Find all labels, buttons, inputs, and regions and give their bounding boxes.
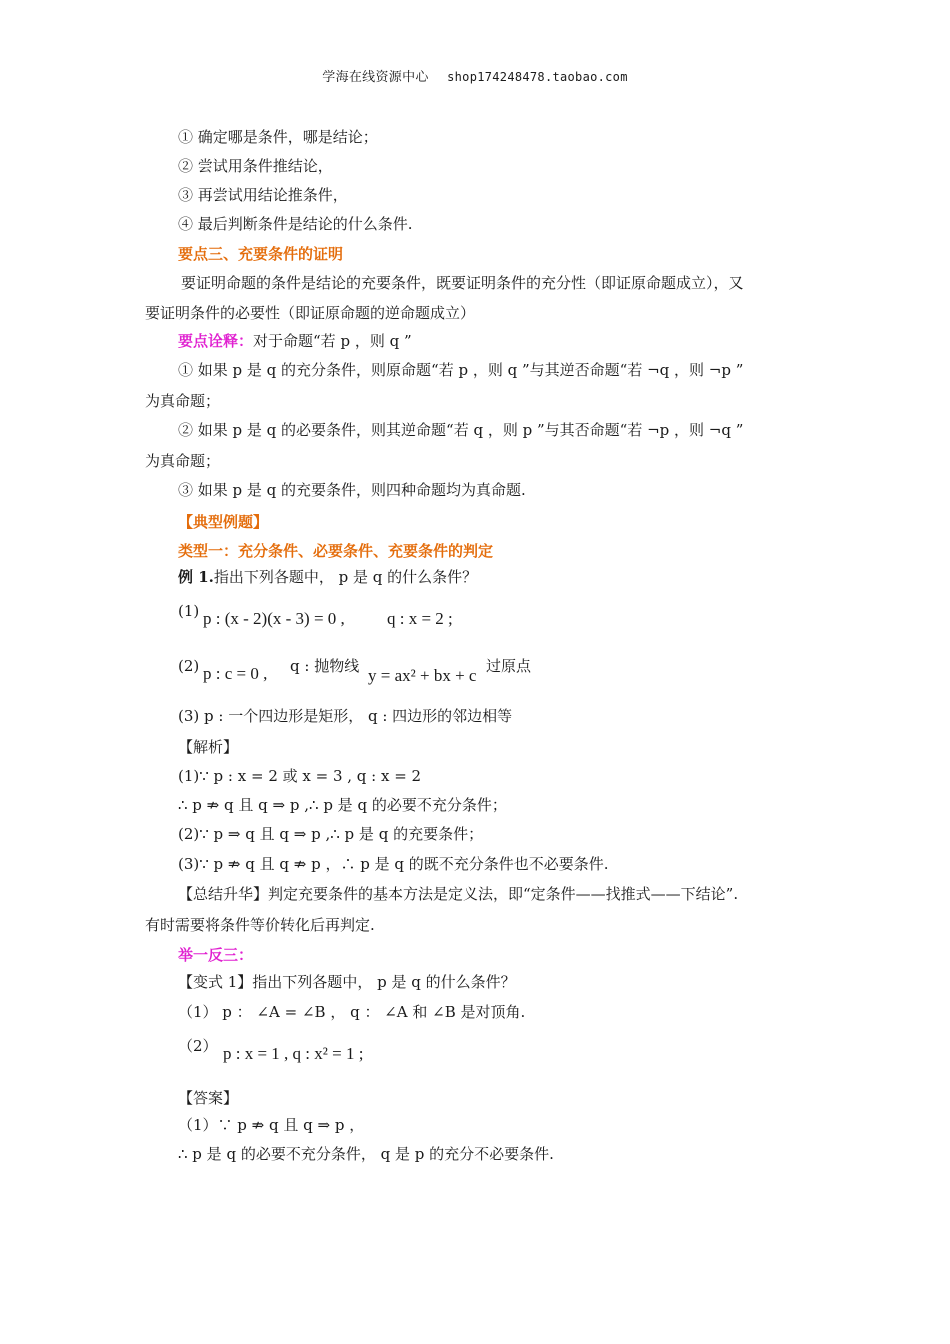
- answer-1: （1）∵ p ⇏ q 且 q ⇒ p ，: [178, 1116, 365, 1134]
- q1-q-formula: q : x = 2 ;: [387, 609, 453, 628]
- q3: (3) p : 一个四边形是矩形， q : 四边形的邻边相等: [178, 707, 513, 725]
- item1-line1: ① 如果 p 是 q 的充分条件，则原命题“若 p ，则 q ”与其逆否命题“若 ¬q ，则 ¬p ”: [178, 361, 744, 379]
- q1-p-formula: p : (x - 2)(x - 3) = 0 ,: [203, 609, 345, 628]
- note-label: 要点诠释：: [178, 332, 254, 350]
- step-4: ④ 最后判断条件是结论的什么条件.: [178, 215, 413, 233]
- summary-line2: 有时需要将条件等价转化后再判定.: [145, 916, 375, 934]
- analysis-2: (2)∵ p ⇒ q 且 q ⇒ p ,∴ p 是 q 的充要条件；: [178, 825, 484, 843]
- item2-line1: ② 如果 p 是 q 的必要条件，则其逆命题“若 q ，则 p ”与其否命题“若 ¬p ，则 ¬q ”: [178, 421, 744, 439]
- item1-line2: 为真命题；: [145, 392, 221, 410]
- q2-parabola-formula: y = ax² + bx + c: [368, 666, 477, 685]
- q2-q-pre: q : 抛物线: [290, 657, 360, 675]
- variant1-q2-formula: p : x = 1 , q : x² = 1 ;: [223, 1044, 364, 1063]
- analysis-1: (1)∵ p : x = 2 或 x = 3 , q : x = 2: [178, 767, 422, 785]
- item2-line2: 为真命题；: [145, 452, 221, 470]
- summary-line1: 【总结升华】判定充要条件的基本方法是定义法，即“定条件——找推式——下结论”.: [178, 885, 739, 903]
- example1-text: 指出下列各题中， p 是 q 的什么条件？: [213, 568, 478, 586]
- page-header: [0, 66, 950, 85]
- item3: ③ 如果 p 是 q 的充要条件，则四种命题均为真命题.: [178, 481, 526, 499]
- variant1-q1: （1） p ： ∠A = ∠B ， q ： ∠A 和 ∠B 是对顶角.: [178, 1003, 526, 1021]
- section3-para-line2: 要证明条件的必要性（即证原命题的逆命题成立）: [145, 304, 476, 322]
- header-url: shop174248478.taobao.com: [447, 70, 628, 84]
- step-3: ③ 再尝试用结论推条件，: [178, 186, 348, 204]
- note-line: [178, 331, 412, 351]
- analysis-1b: ∴ p ⇏ q 且 q ⇒ p ,∴ p 是 q 的必要不充分条件；: [178, 796, 507, 814]
- q2-number: (2): [178, 657, 200, 675]
- practice-title: 举一反三：: [178, 946, 254, 964]
- step-2: ② 尝试用条件推结论，: [178, 157, 333, 175]
- type1-title: 类型一：充分条件、必要条件、充要条件的判定: [178, 542, 494, 560]
- examples-title: 【典型例题】: [178, 513, 269, 531]
- example1-line: [178, 567, 477, 587]
- step-1: ① 确定哪是条件，哪是结论；: [178, 128, 378, 146]
- q2-p-formula: p : c = 0 ,: [203, 664, 268, 683]
- variant1: 【变式 1】指出下列各题中， p 是 q 的什么条件？: [178, 973, 516, 991]
- q2-q-post: 过原点: [486, 657, 532, 675]
- analysis-3: (3)∵ p ⇏ q 且 q ⇏ p ，∴ p 是 q 的既不充分条件也不必要条件.: [178, 855, 609, 873]
- header-title: 学海在线资源中心: [322, 70, 429, 85]
- answer-1b: ∴ p 是 q 的必要不充分条件， q 是 p 的充分不必要条件.: [178, 1145, 554, 1163]
- section3-para-line1: 要证明命题的条件是结论的充要条件，既要证明条件的充分性（即证原命题成立），又: [181, 274, 744, 292]
- section3-title: 要点三、充要条件的证明: [178, 245, 344, 263]
- example1-label: 例 1.: [178, 568, 214, 586]
- analysis-label: 【解析】: [178, 738, 239, 756]
- answer-label: 【答案】: [178, 1089, 239, 1107]
- variant1-q2-number: （2）: [178, 1037, 218, 1055]
- note-text: 对于命题“若 p ，则 q ”: [253, 332, 412, 350]
- q1-number: (1): [178, 602, 200, 620]
